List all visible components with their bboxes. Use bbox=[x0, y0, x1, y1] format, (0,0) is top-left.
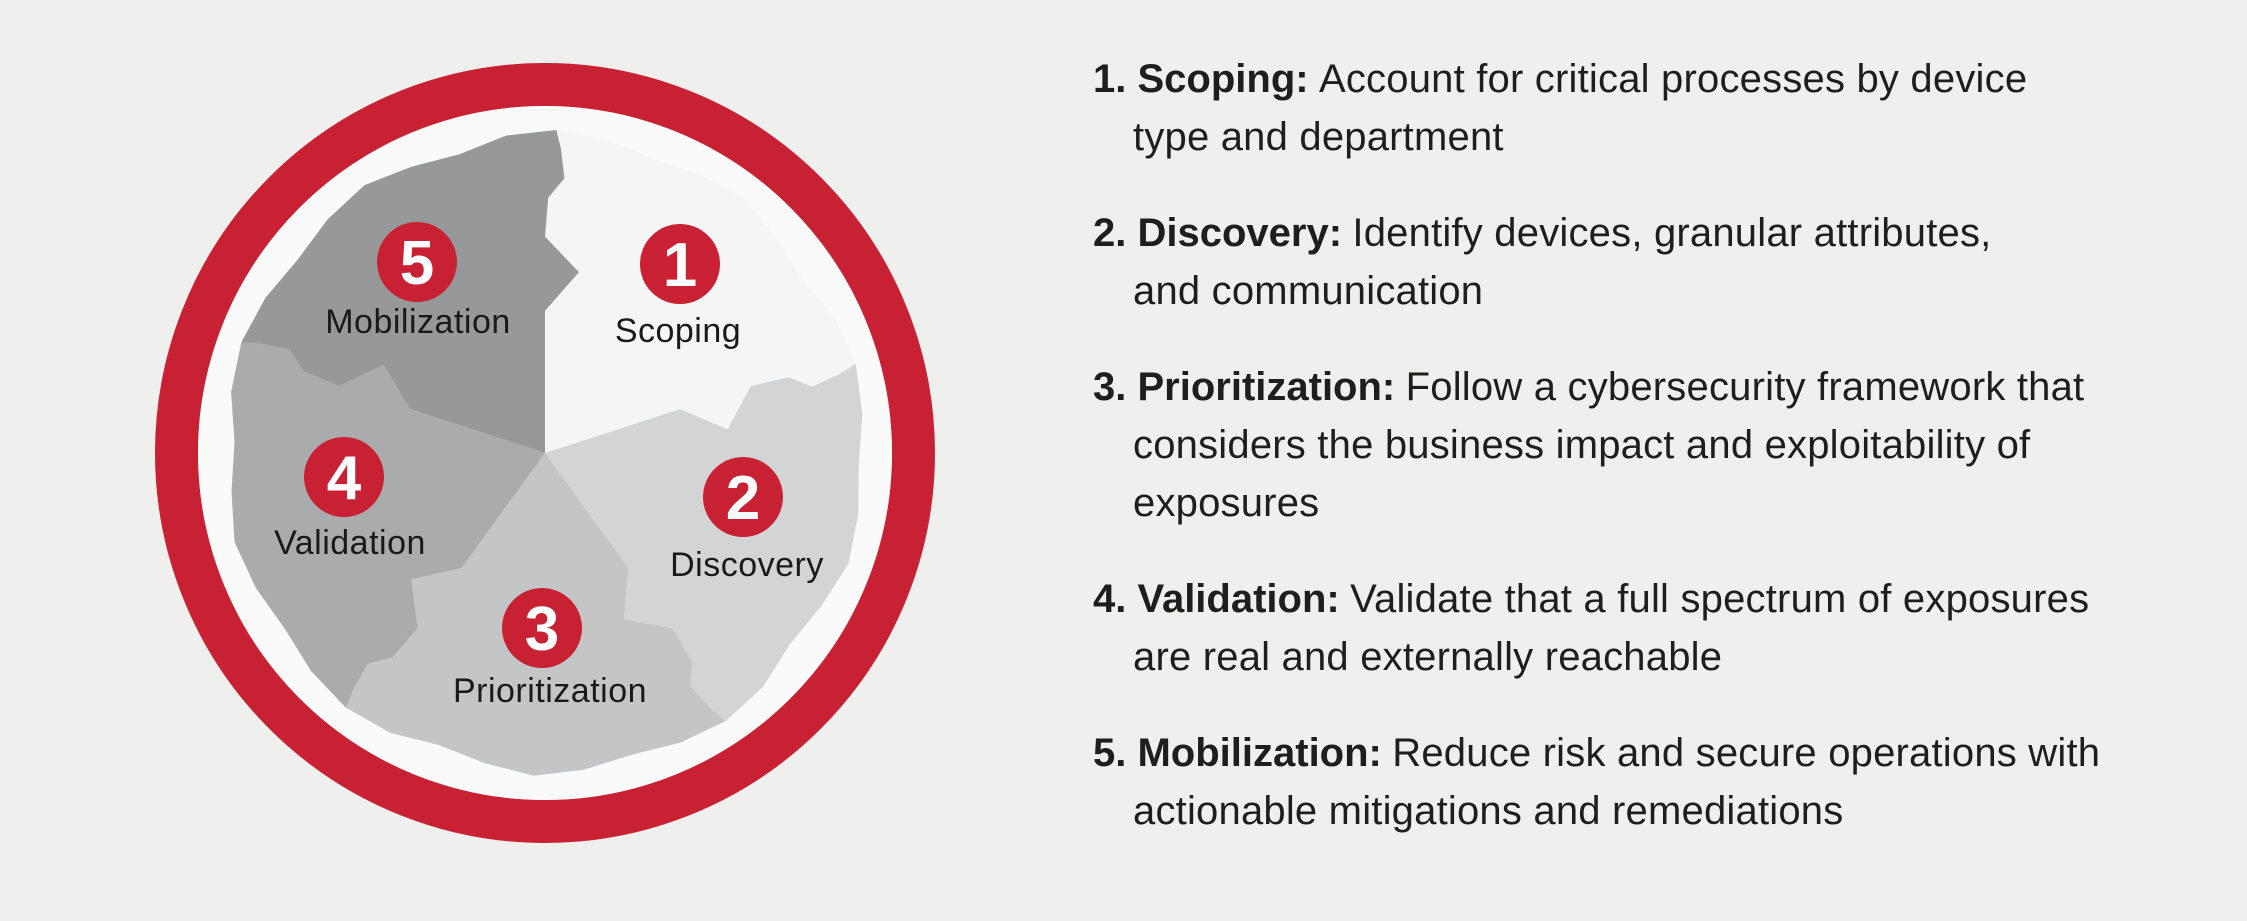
item-term: 2. Discovery: bbox=[1093, 211, 1343, 255]
list-item-mobilization bbox=[1093, 724, 2247, 840]
badge-number-1: 1 bbox=[662, 231, 698, 300]
segment-label-scoping: Scoping bbox=[614, 312, 742, 350]
item-description-line: considers the business impact and exploitability of bbox=[1133, 423, 2031, 467]
item-description-line: Identify devices, granular attributes, bbox=[1352, 211, 1992, 255]
segment-label-validation: Validation bbox=[274, 524, 426, 562]
item-description-line: Reduce risk and secure operations with bbox=[1392, 731, 2101, 775]
segment-label-discovery: Discovery bbox=[670, 546, 824, 584]
list-item-discovery bbox=[1093, 204, 2247, 320]
badge-number-3: 3 bbox=[524, 595, 560, 664]
badge-number-2: 2 bbox=[725, 464, 761, 533]
item-description-line: are real and externally reachable bbox=[1133, 635, 1723, 679]
badge-number-4: 4 bbox=[326, 444, 362, 513]
item-term: 5. Mobilization: bbox=[1093, 731, 1382, 775]
item-description-line: Validate that a full spectrum of exposures bbox=[1350, 577, 2090, 621]
list-item-validation bbox=[1093, 570, 2247, 686]
item-term: 3. Prioritization: bbox=[1093, 365, 1396, 409]
segment-label-mobilization: Mobilization bbox=[325, 303, 511, 341]
item-description-line: and communication bbox=[1133, 269, 1484, 313]
item-description-line: type and department bbox=[1133, 115, 1504, 159]
item-term: 1. Scoping: bbox=[1093, 57, 1309, 101]
item-term: 4. Validation: bbox=[1093, 577, 1340, 621]
list-item-prioritization bbox=[1093, 358, 2247, 532]
item-description-line: actionable mitigations and remediations bbox=[1133, 789, 1844, 833]
badge-number-5: 5 bbox=[399, 229, 435, 298]
item-description-line: Account for critical processes by device bbox=[1318, 57, 2028, 101]
item-description-line: exposures bbox=[1133, 481, 1320, 525]
list-item-scoping bbox=[1093, 50, 2247, 166]
item-description-line: Follow a cybersecurity framework that bbox=[1405, 365, 2085, 409]
process-list bbox=[1093, 50, 2247, 878]
segment-label-prioritization: Prioritization bbox=[452, 672, 648, 710]
